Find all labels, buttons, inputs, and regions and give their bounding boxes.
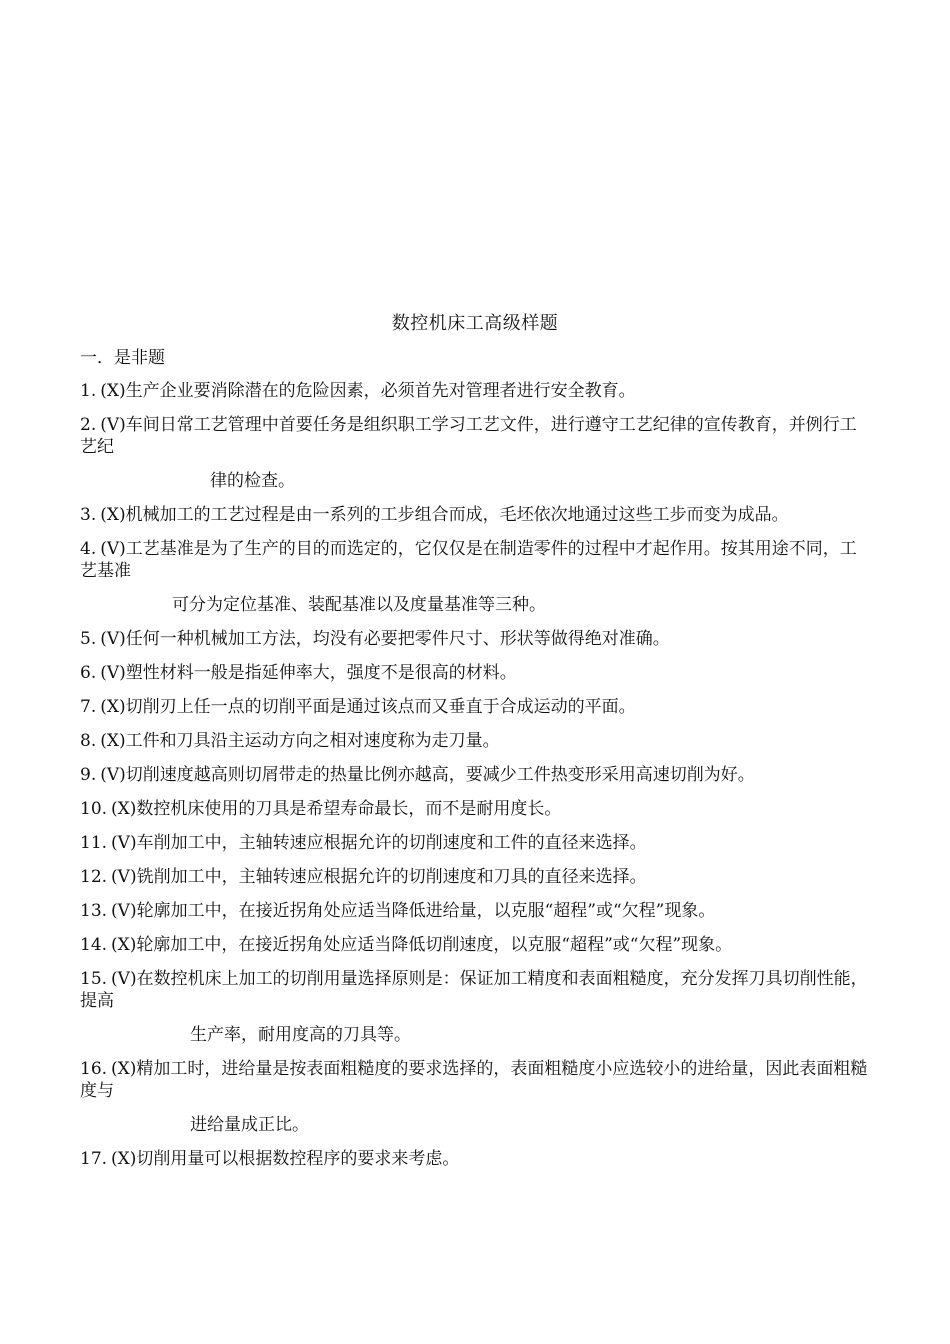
question-number: 9. <box>80 765 97 785</box>
question-item-3 <box>80 504 870 526</box>
question-item-4 <box>80 538 870 616</box>
question-item-6 <box>80 662 870 684</box>
question-number: 1. <box>80 381 97 401</box>
question-item-11 <box>80 832 870 854</box>
question-text: (V)轮廓加工中，在接近拐角处应适当降低进给量，以克服“超程”或“欠程”现象。 <box>111 901 716 921</box>
question-text: (X)生产企业要消除潜在的危险因素，必须首先对管理者进行安全教育。 <box>100 381 636 401</box>
question-number: 13. <box>80 901 108 921</box>
question-item-8 <box>80 730 870 752</box>
question-number: 10. <box>80 799 108 819</box>
question-item-12 <box>80 866 870 888</box>
question-item-10 <box>80 798 870 820</box>
question-continuation: 律的检查。 <box>210 471 295 491</box>
question-list <box>80 380 870 1182</box>
page-title: 数控机床工高级样题 <box>391 313 559 334</box>
question-item-1 <box>80 380 870 402</box>
question-text: (V)任何一种机械加工方法，均没有必要把零件尺寸、形状等做得绝对准确。 <box>100 629 670 649</box>
question-number: 4. <box>80 539 97 559</box>
question-item-15 <box>80 968 870 1046</box>
question-text: (X)机械加工的工艺过程是由一系列的工步组合而成，毛坯依次地通过这些工步而变为成品。 <box>100 505 789 525</box>
question-text: (V)在数控机床上加工的切削用量选择原则是：保证加工精度和表面粗糙度，充分发挥刀具切削性能，提高 <box>80 969 868 1011</box>
question-item-9 <box>80 764 870 786</box>
question-number: 2. <box>80 415 97 435</box>
question-item-16 <box>80 1058 870 1136</box>
question-text: (X)切削用量可以根据数控程序的要求来考虑。 <box>111 1149 460 1169</box>
question-item-2 <box>80 414 870 492</box>
question-text: (V)铣削加工中，主轴转速应根据允许的切削速度和刀具的直径来选择。 <box>111 867 647 887</box>
question-number: 15. <box>80 969 108 989</box>
question-number: 3. <box>80 505 97 525</box>
question-item-14 <box>80 934 870 956</box>
question-text: (V)车削加工中，主轴转速应根据允许的切削速度和工件的直径来选择。 <box>111 833 647 853</box>
question-continuation: 生产率，耐用度高的刀具等。 <box>190 1025 411 1045</box>
question-text: (V)车间日常工艺管理中首要任务是组织职工学习工艺文件，进行遵守工艺纪律的宣传教育，并例行工艺纪 <box>80 415 857 457</box>
question-text: (X)精加工时，进给量是按表面粗糙度的要求选择的，表面粗糙度小应选较小的进给量，因此表面粗糙度与 <box>80 1059 868 1101</box>
section-heading: 一．是非题 <box>80 348 165 368</box>
question-text: (V)工艺基准是为了生产的目的而选定的，它仅仅是在制造零件的过程中才起作用。按其用途不同，工艺基准 <box>80 539 857 581</box>
question-number: 16. <box>80 1059 108 1079</box>
question-number: 17. <box>80 1149 108 1169</box>
question-text: (V)切削速度越高则切屑带走的热量比例亦越高，要减少工件热变形采用高速切削为好。 <box>100 765 755 785</box>
question-text: (X)切削刃上任一点的切削平面是通过该点而又垂直于合成运动的平面。 <box>100 697 636 717</box>
question-number: 14. <box>80 935 108 955</box>
question-text: (V)塑性材料一般是指延伸率大，强度不是很高的材料。 <box>100 663 517 683</box>
question-number: 11. <box>80 833 108 853</box>
question-number: 5. <box>80 629 97 649</box>
question-continuation: 可分为定位基准、装配基准以及度量基准等三种。 <box>172 595 546 615</box>
question-text: (X)轮廓加工中，在接近拐角处应适当降低切削速度，以克服“超程”或“欠程”现象。 <box>111 935 733 955</box>
question-number: 12. <box>80 867 108 887</box>
question-item-7 <box>80 696 870 718</box>
question-text: (X)数控机床使用的刀具是希望寿命最长，而不是耐用度长。 <box>111 799 562 819</box>
question-number: 8. <box>80 731 97 751</box>
question-continuation: 进给量成正比。 <box>190 1115 309 1135</box>
question-item-17 <box>80 1148 870 1170</box>
question-number: 6. <box>80 663 97 683</box>
question-text: (X)工件和刀具沿主运动方向之相对速度称为走刀量。 <box>100 731 500 751</box>
question-item-5 <box>80 628 870 650</box>
question-item-13 <box>80 900 870 922</box>
question-number: 7. <box>80 697 97 717</box>
